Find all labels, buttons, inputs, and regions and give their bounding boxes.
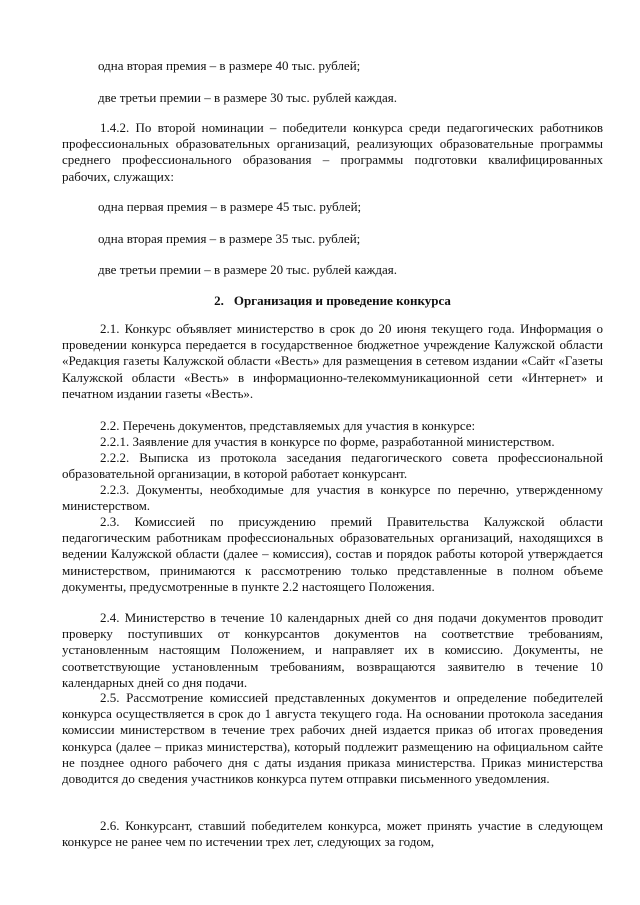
prize-line-third-1: две третьи премии – в размере 30 тыс. рублей каждая. bbox=[98, 90, 397, 105]
paragraph-2-2-3: 2.2.3. Документы, необходимые для участия в конкурсе по перечню, утвержденному министерством. bbox=[62, 482, 603, 514]
paragraph-2-2-2: 2.2.2. Выписка из протокола заседания педагогического совета профессиональной образовательной организации, в которой работает конкурсант. bbox=[62, 450, 603, 482]
paragraph-2-2: 2.2. Перечень документов, представляемых для участия в конкурсе: bbox=[100, 418, 476, 433]
paragraph-1-4-2: 1.4.2. По второй номинации – победители конкурса среди педагогических работников профессиональных образовательных организаций, реализующих образовательные программы среднего профессионального образования – программы подготовки квалифицированных рабочих, служащих: bbox=[62, 120, 603, 184]
paragraph-2-3: 2.3. Комиссией по присуждению премий Правительства Калужской области педагогическим работникам профессиональных образовательных организаций, находящихся в ведении Калужской области (далее – комиссия), состав и порядок работы которой утверждается министерством, принимаются к рассмотрению только представленные в полном объеме документы, предусмотренные в пункте 2.2 настоящего Положения. bbox=[62, 514, 603, 594]
paragraph-2-5: 2.5. Рассмотрение комиссией представленных документов и определение победителей конкурса осуществляется в срок до 1 августа текущего года. На основании протокола заседания комиссии министерством в течение трех рабочих дней издается приказ об итогах проведения конкурса (далее – приказ министерства), который подлежит размещению на официальном сайте не позднее одного рабочего дня с даты издания приказа министерства. Приказ министерства доводится до сведения участников конкурса путем отправки письменного уведомления. bbox=[62, 690, 603, 787]
section-heading bbox=[62, 293, 603, 309]
paragraph-2-1: 2.1. Конкурс объявляет министерство в срок до 20 июня текущего года. Информация о проведении конкурса передается в государственное бюджетное учреждение Калужской области «Редакция газеты Калужской области «Весть» для размещения в сетевом издании «Сайт «Газеты Калужской области «Весть» в информационно-телекоммуникационной сети «Интернет» и печатном издании газеты «Весть». bbox=[62, 321, 603, 401]
section-number: 2. bbox=[214, 293, 224, 308]
prize-line-third-2: две третьи премии – в размере 20 тыс. рублей каждая. bbox=[98, 262, 397, 277]
prize-line-first-2: одна первая премия – в размере 45 тыс. рублей; bbox=[98, 199, 362, 214]
prize-line-second-1: одна вторая премия – в размере 40 тыс. рублей; bbox=[98, 58, 361, 73]
paragraph-2-4: 2.4. Министерство в течение 10 календарных дней со дня подачи документов проводит проверку поступивших от конкурсантов документов на соответствие требованиям, установленным настоящим Положением, и направляет их в комиссию. Документы, не соответствующие установленным требованиям, возвращаются заявителю в течение 10 календарных дней со дня подачи. bbox=[62, 610, 603, 690]
section-title: Организация и проведение конкурса bbox=[233, 293, 451, 308]
prize-line-second-2: одна вторая премия – в размере 35 тыс. рублей; bbox=[98, 231, 361, 246]
paragraph-2-2-1: 2.2.1. Заявление для участия в конкурсе по форме, разработанной министерством. bbox=[100, 434, 555, 449]
paragraph-2-6: 2.6. Конкурсант, ставший победителем конкурса, может принять участие в следующем конкурсе не ранее чем по истечении трех лет, следующих за годом, bbox=[62, 818, 603, 850]
